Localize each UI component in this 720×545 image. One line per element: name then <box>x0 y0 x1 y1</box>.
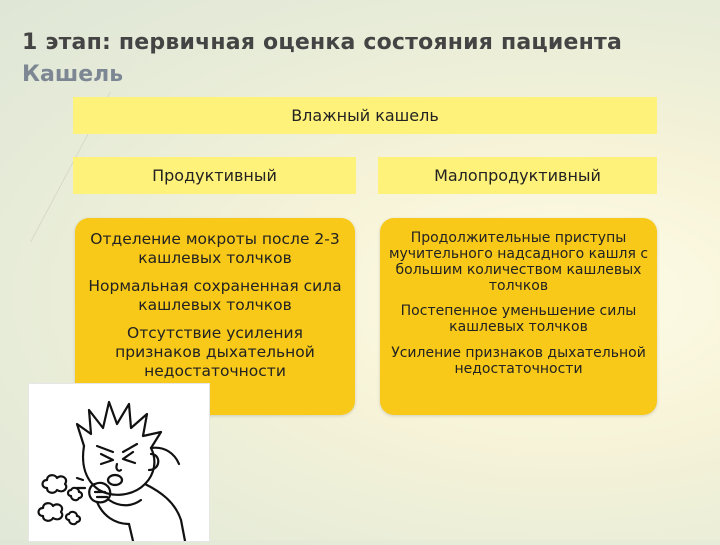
detail-item: Нормальная сохраненная сила кашлевых толчков <box>88 277 342 314</box>
detail-item: Отсутствие усиления признаков дыхательной недостаточности <box>115 324 315 380</box>
detail-item: Продолжительные приступы мучительного надсадного кашля с большим количеством кашлевых толчков <box>388 230 649 295</box>
category-label: Продуктивный <box>152 166 277 185</box>
root-box <box>73 97 657 134</box>
coughing-person-icon <box>28 383 210 542</box>
detail-item: Отделение мокроты после 2-3 кашлевых толчков <box>90 230 340 267</box>
category-low-productive <box>378 157 657 194</box>
slide-title: 1 этап: первичная оценка состояния пациента <box>22 30 623 55</box>
slide-subtitle: Кашель <box>22 62 124 87</box>
category-productive <box>73 157 356 194</box>
details-low-productive <box>380 218 657 415</box>
detail-item: Усиление признаков дыхательной недостаточности <box>391 344 646 377</box>
root-label: Влажный кашель <box>291 106 439 125</box>
detail-item: Постепенное уменьшение силы кашлевых толчков <box>400 303 637 336</box>
category-label: Малопродуктивный <box>434 166 601 185</box>
